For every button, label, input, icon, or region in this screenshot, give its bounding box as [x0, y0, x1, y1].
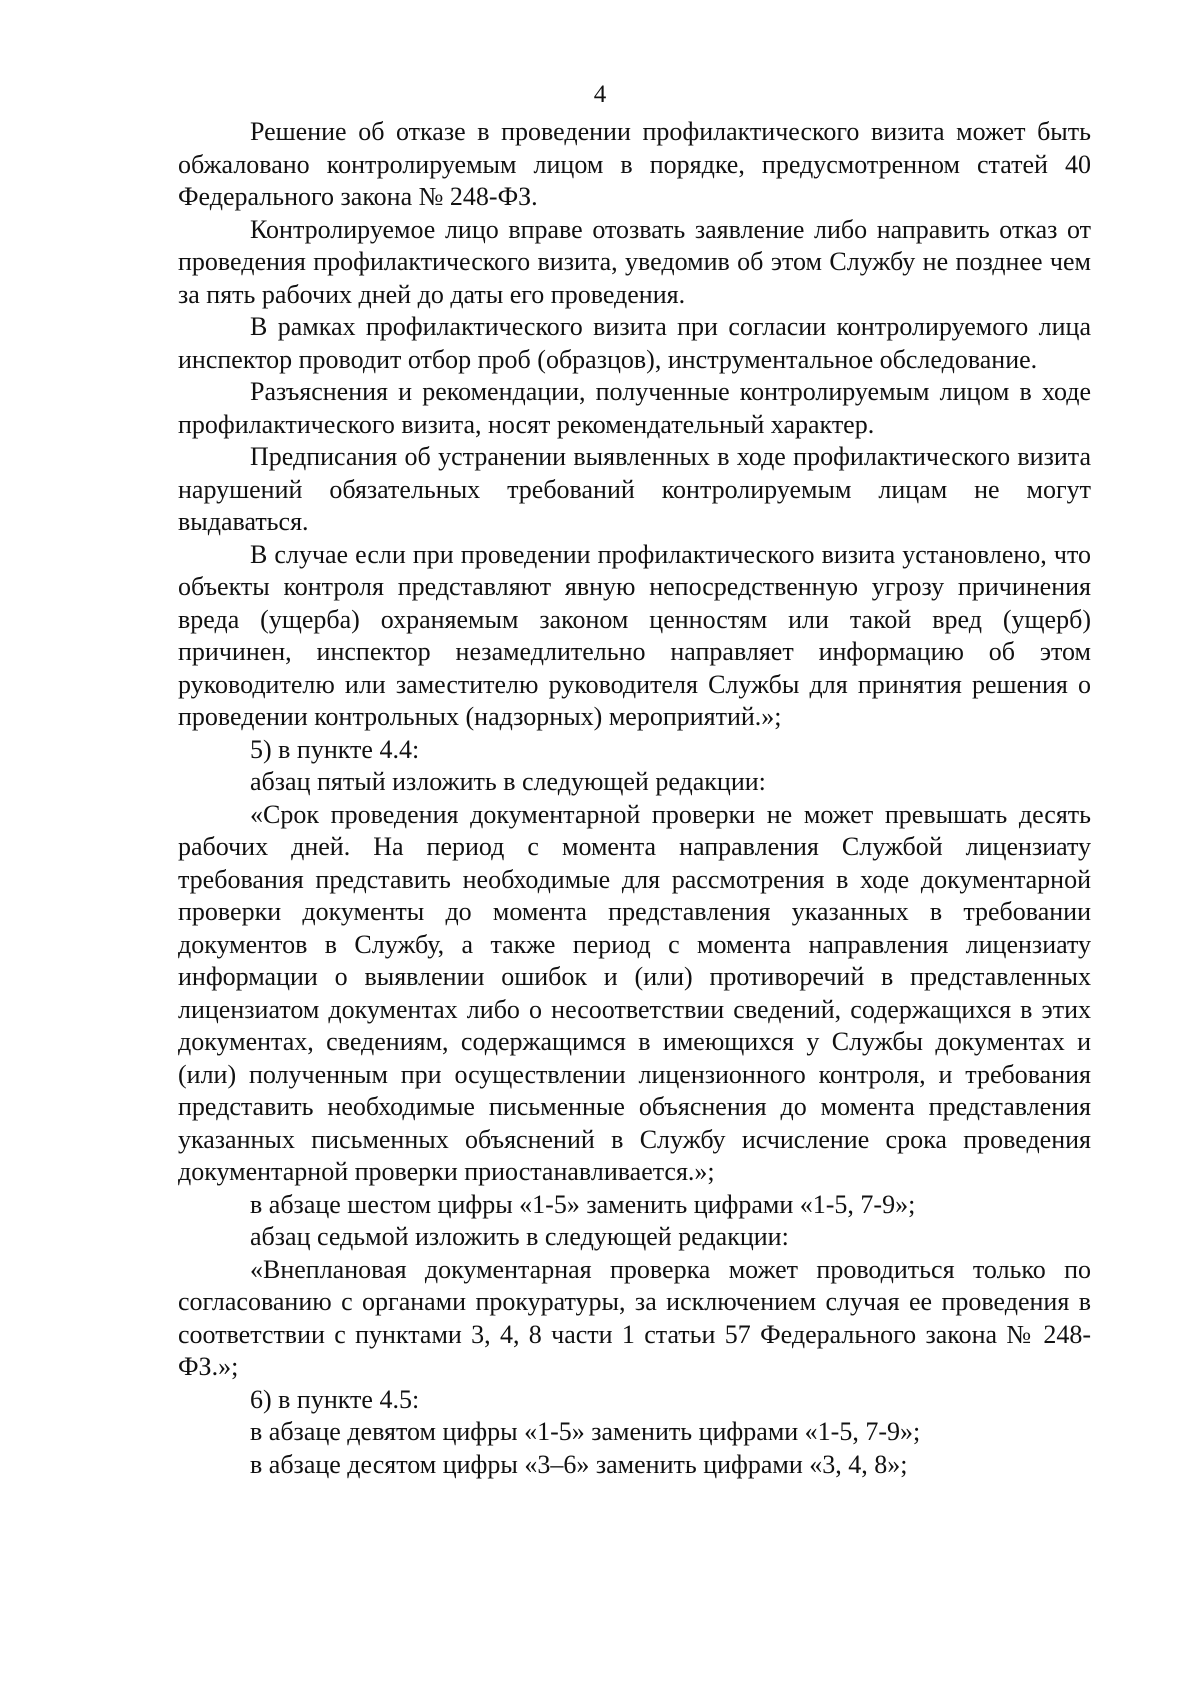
paragraph: Разъяснения и рекомендации, полученные контролируемым лицом в ходе профилактического визита, носят рекомендательный характер. [178, 377, 1091, 439]
paragraph: в абзаце десятом цифры «3–6» заменить цифрами «3, 4, 8»; [250, 1449, 908, 1479]
paragraph: Контролируемое лицо вправе отозвать заявление либо направить отказ от проведения профилактического визита, уведомив об этом Службу не позднее чем за пять рабочих дней до даты его проведения. [178, 214, 1091, 309]
paragraph: «Срок проведения документарной проверки не может превышать десять рабочих дней. На период с момента направления Службой лицензиату требования представить необходимые для рассмотрения в ходе документарной проверки документы до момента представления указанных в требовании документов в Службу, а также период с момента направления лицензиату информации о выявлении ошибок и (или) противоречий в представленных лицензиатом документах либо о несоответствии сведений, содержащихся в этих документах, сведениям, содержащимся в имеющихся у Службы документах и (или) полученным при осуществлении лицензионного контроля, и требования представить необходимые письменные объяснения до момента представления указанных письменных объяснений в Службу исчисление срока проведения документарной проверки приостанавливается.»; [178, 799, 1091, 1186]
paragraph: Предписания об устранении выявленных в ходе профилактического визита нарушений обязательных требований контролируемым лицам не могут выдаваться. [178, 442, 1091, 536]
page-number: 4 [593, 81, 607, 108]
paragraph: абзац седьмой изложить в следующей редакции: [250, 1222, 789, 1251]
paragraph: 5) в пункте 4.4: [250, 734, 420, 764]
paragraph: в абзаце шестом цифры «1-5» заменить цифрами «1-5, 7-9»; [250, 1189, 916, 1219]
paragraph: Решение об отказе в проведении профилактического визита может быть обжаловано контролируемым лицом в порядке, предусмотренном статей 40 Федерального закона № 248-ФЗ. [178, 117, 1091, 211]
paragraph: в абзаце девятом цифры «1-5» заменить цифрами «1-5, 7-9»; [250, 1417, 921, 1446]
paragraph: абзац пятый изложить в следующей редакции: [250, 767, 766, 796]
paragraph: В случае если при проведении профилактического визита установлено, что объекты контроля представляют явную непосредственную угрозу причинения вреда (ущерба) охраняемым законом ценностям или такой вред (ущерб) причинен, инспектор незамедлительно направляет информацию об этом руководителю или заместителю руководителя Службы для принятия решения о проведении контрольных (надзорных) мероприятий.»; [178, 539, 1091, 731]
paragraph: В рамках профилактического визита при согласии контролируемого лица инспектор проводит отбор проб (образцов), инструментальное обследование. [178, 312, 1091, 374]
paragraph: «Внеплановая документарная проверка может проводиться только по согласованию с органами прокуратуры, за исключением случая ее проведения в соответствии с пунктами 3, 4, 8 части 1 статьи 57 Федерального закона № 248-ФЗ.»; [178, 1254, 1091, 1381]
document-body [178, 116, 1091, 1481]
paragraph: 6) в пункте 4.5: [250, 1384, 420, 1414]
